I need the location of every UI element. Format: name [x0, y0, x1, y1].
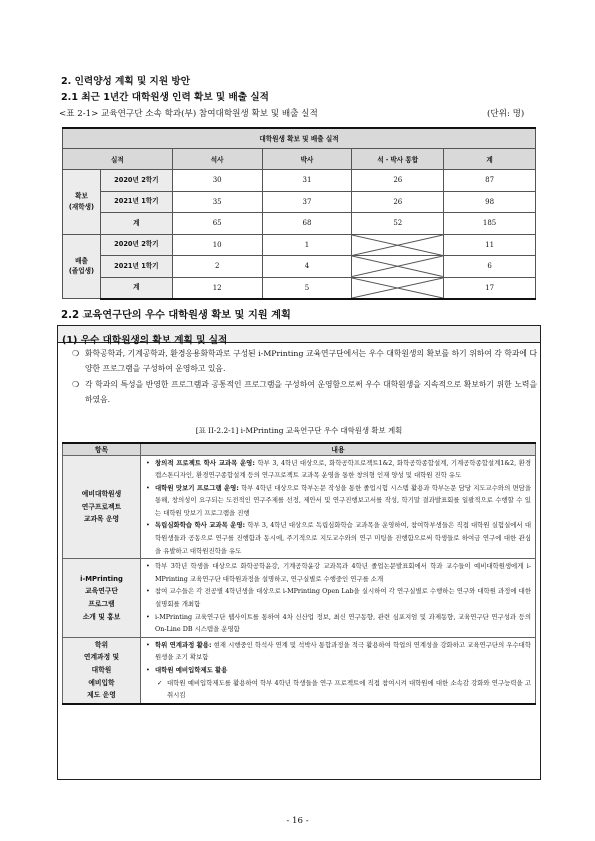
- box-heading: (1) 우수 대학원생의 확보 계획 및 실적: [58, 326, 540, 343]
- plan-box: [57, 325, 541, 780]
- list-item: • i-MPrinting 교육연구단 웹사이트를 통하여 4차 신산업 정보, 최신 연구동향, 관련 심포지엄 및 과제동향, 교육연구단 연구성과 등의 On-Line DB 시스템을 운영함: [146, 612, 531, 634]
- list-item: • 대학원 맛보기 프로그램 운영: 학부 4학년 대상으로 학부논문 작성을 통한 졸업시험 시스템 활용과 학부논문 담당 지도교수와의 면담을 통해, 창의성이 요구되는 도전적인 연구주제를 선정, 제안서 및 연구진행보고서를 작성, 학기말 결과발표회를 일괄적으로 수행할 수 있는 대학원 맛보기 프로그램을 진행: [146, 483, 531, 517]
- list-item: • 독립심화학습 학사 교과목 운영: 학부 3, 4학년 대상으로 독립심화학습 교과목을 운영하여, 참여학부생들은 직접 대학원 실험실에서 대학원생들과 공동으로 연구를 진행함과 동시에, 주기적으로 지도교수와의 연구 미팅을 진행함으로써 학생들로 하여금 연구에 대한 관심을 유발하고 대학원진학을 유도: [146, 521, 531, 555]
- dot-bullet-icon: •: [146, 521, 150, 530]
- subsection-title-2-1: 2.1 최근 1년간 대학원생 인력 확보 및 배출 실적: [61, 92, 269, 103]
- cell-total: 17: [444, 277, 536, 299]
- sub-list-item: ✓ 대학원 예비입학제도를 활용하여 학부 4학년 학생들을 연구 프로젝트에 직접 참여시켜 대학원에 대한 소속감 강화와 연구능력을 고취시킴: [157, 678, 531, 700]
- row-content-pre-grad-program: [141, 455, 536, 559]
- term-label: 2020년 2학기: [100, 234, 172, 256]
- table1-caption: <표 2-1> 교육연구단 소속 학과(부) 참여대학원생 확보 및 배출 실적: [59, 109, 318, 119]
- check-icon: ✓: [157, 678, 163, 687]
- cell-masters: 35: [172, 191, 262, 213]
- term-label-sum: 계: [100, 213, 172, 235]
- col-header-total: 계: [444, 148, 536, 170]
- circle-bullet-icon: ❍: [72, 349, 79, 358]
- dot-bullet-icon: •: [146, 587, 150, 596]
- col-header-masters: 석사: [172, 148, 262, 170]
- term-label: 2020년 2학기: [100, 170, 172, 192]
- list-item: • 학위 연계과정 활용: 현재 시행중인 학석사 연계 및 석박사 통합과정을 적극 활용하여 학업의 연계성을 강화하고 교육연구단의 우수대학원생을 조기 확보함: [146, 640, 531, 662]
- cell-integrated-na: [352, 256, 444, 278]
- cell-phd: 1: [262, 234, 352, 256]
- list-item: • 대학원 예비입학제도 활용: [155, 664, 531, 677]
- cell-masters: 30: [172, 170, 262, 192]
- cell-phd: 37: [262, 191, 352, 213]
- table2-caption: [표 II-2.2-1] i-MPrinting 교육연구단 우수 대학원생 확보 계획: [195, 426, 403, 435]
- term-label: 2021년 1학기: [100, 256, 172, 278]
- cell-total: 185: [444, 213, 536, 235]
- list-item: • 학부 3학년 학생을 대상으로 화학공학윤강, 기계공학윤강 교과목과 4학년 졸업논문발표회에서 학과 교수들이 예비대학원생에게 i-MPrinting 교육연구단 대학원과정을 설명하고, 연구실별로 수행중인 연구를 소개: [146, 562, 531, 583]
- row-label-pre-grad-program: 예비대학원생 연구프로젝트 교과목 운영: [63, 455, 141, 559]
- section-title: 2. 인력양성 계획 및 지원 방안: [61, 76, 190, 87]
- cell-integrated: 52: [352, 213, 444, 235]
- cell-total: 6: [444, 256, 536, 278]
- paragraph-1: ❍ 화학공학과, 기계공학과, 환경응용화학과로 구성된 i-MPrinting 교육연구단에서는 우수 대학원생의 확보를 하기 위하여 각 학과에 다양한 프로그램을 구성하여 운영하고 있음.: [85, 346, 537, 376]
- cell-phd: 5: [262, 277, 352, 299]
- list-item: • 창의적 프로젝트 학사 교과목 운영: 학부 3, 4학년 대상으로, 화학공학프로젝트1&2, 화학공학종합설계, 기계공학종합설계1&2, 환경캡스톤디자인, 환경연구종합설계 등의 연구프로젝트 교과목 운영을 통한 창의형 인재 양성 및 대학원 진학 유도: [146, 458, 531, 480]
- cell-total: 98: [444, 191, 536, 213]
- cell-integrated: 26: [352, 191, 444, 213]
- cell-phd: 4: [262, 256, 352, 278]
- cell-phd: 31: [262, 170, 352, 192]
- col-header-phd: 박사: [262, 148, 352, 170]
- dot-bullet-icon: •: [146, 562, 150, 571]
- cell-total: 11: [444, 234, 536, 256]
- cell-masters: 10: [172, 234, 262, 256]
- dot-bullet-icon: •: [146, 483, 150, 492]
- cell-total: 87: [444, 170, 536, 192]
- table1-main-header: 대학원생 확보 및 배출 실적: [63, 128, 536, 148]
- group-label-graduated: 배출 (졸업생): [63, 234, 101, 299]
- cell-phd: 68: [262, 213, 352, 235]
- col-header-item: 항목: [63, 443, 141, 455]
- term-label-sum: 계: [100, 277, 172, 299]
- row-label-degree-linkage: 학위 연계과정 및 대학원 예비입학 제도 운영: [63, 637, 141, 703]
- page-number: - 16 -: [286, 816, 309, 826]
- dot-bullet-icon: •: [146, 612, 150, 621]
- dot-bullet-icon: •: [146, 458, 150, 467]
- col-header-result: 실적: [63, 148, 173, 170]
- col-header-content: 내용: [141, 443, 536, 455]
- cell-integrated-na: [352, 277, 444, 299]
- recruitment-table: [62, 127, 536, 300]
- row-content-degree-linkage: [141, 637, 536, 703]
- dot-bullet-icon: •: [146, 666, 150, 674]
- subsection-title-2-2: 2.2 교육연구단의 우수 대학원생 확보 및 지원 계획: [61, 310, 291, 321]
- row-label-promotion: i-MPrinting 교육연구단 프로그램 소개 및 홍보: [63, 559, 141, 638]
- plan-table: [62, 442, 536, 705]
- list-item: • 참여 교수들은 각 전공별 4학년생을 대상으로 i-MPrinting Open Lab을 실시하여 각 연구실별로 수행하는 연구와 대학원 과정에 대한 설명회를 개최함: [146, 587, 531, 609]
- row-content-promotion: [141, 559, 536, 638]
- cell-integrated: 26: [352, 170, 444, 192]
- paragraph-2: ❍ 각 학과의 특성을 반영한 프로그램과 공통적인 프로그램을 구성하여 운영함으로써 우수 대학원생을 지속적으로 확보하기 위한 노력을 하였음.: [85, 377, 537, 407]
- cell-masters: 65: [172, 213, 262, 235]
- cell-masters: 12: [172, 277, 262, 299]
- dot-bullet-icon: •: [146, 640, 150, 649]
- col-header-integrated: 석・박사 통합: [352, 148, 444, 170]
- circle-bullet-icon: ❍: [72, 380, 79, 389]
- cell-masters: 2: [172, 256, 262, 278]
- term-label: 2021년 1학기: [100, 191, 172, 213]
- group-label-enrolled: 확보 (재학생): [63, 170, 101, 235]
- table1-unit: (단위: 명): [487, 109, 525, 119]
- cell-integrated-na: [352, 234, 444, 256]
